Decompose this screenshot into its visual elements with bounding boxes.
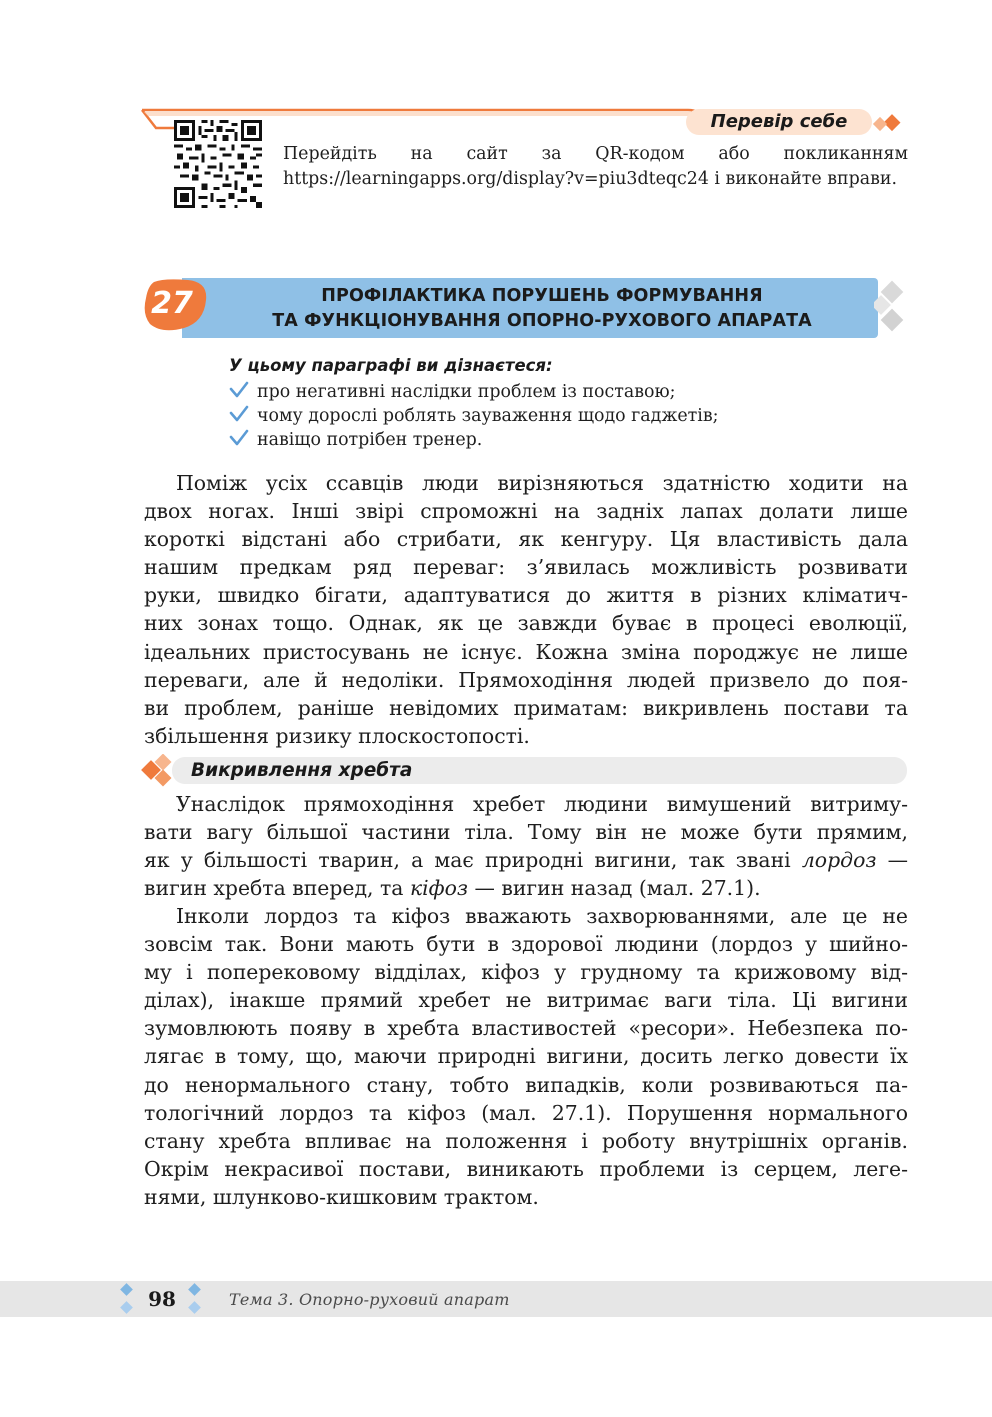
paragraph-line: двох ногах. Інші звірі спроможні на задніх лапах долати лише [144,499,908,524]
paragraph-line: Унаслідок прямоходіння хребет людини вимушений витриму- [176,792,908,816]
page-number: 98 [148,1287,176,1311]
text-run: — [876,848,908,873]
paragraph-line: Поміж усіх ссавців люди вирізняються здатністю ходити на [176,471,908,495]
paragraph-line: зовсім так. Вони мають бути в здорової людини (лордоз у шийно- [144,932,908,957]
text-run: — вигин назад (мал. 27.1). [468,876,761,901]
diamond-ornament-icon [874,278,910,340]
footer-topic: Тема 3. Опорно-руховий апарат [229,1290,510,1309]
paragraph-line: стану хребта впливає на положення і роботу внутрішніх органів. [144,1128,908,1153]
learn-item-text: про негативні наслідки проблем із поставою; [257,382,676,402]
learn-heading: У цьому параграфі ви дізнаєтеся: [229,356,553,375]
checkmark-icon [229,429,249,447]
diamond-ornament-icon [118,1282,136,1316]
learn-list-item [229,404,719,428]
check-yourself-badge: Перевір себе [686,109,872,135]
paragraph-line [144,874,908,902]
qr-code-icon[interactable] [174,120,262,208]
paragraph-line: переваги, але й недоліки. Прямоходіння людей призвело до поя- [144,667,908,692]
diamond-ornament-icon [186,1282,204,1316]
section-paragraph-2 [144,902,908,1211]
paragraph-line: Інколи лордоз та кіфоз вважають захворюваннями, але це не [176,904,908,928]
paragraph-line: короткі відстані або стрибати, як кенгуру. Ця властивість дала [144,527,908,552]
paragraph-line: збільшення ризику плоскостопості. [144,723,530,748]
section-title: Викривлення хребта [191,760,413,781]
paragraph-line: руки, швидко бігати, адаптуватися до життя в різних кліматич- [144,583,908,608]
section-paragraph-1 [144,790,908,902]
chapter-title-line-2: ТА ФУНКЦІОНУВАННЯ ОПОРНО-РУХОВОГО АПАРАТА [272,311,812,331]
paragraph-line: вати вагу більшої частини тіла. Тому він не може бути прямим, [144,820,908,845]
paragraph-line: нашим предкам ряд переваг: з’явилась можливість розвивати [144,555,908,580]
paragraph-line: тологічний лордоз та кіфоз (мал. 27.1). Порушення нормального [144,1100,908,1125]
chapter-title-line-1: ПРОФІЛАКТИКА ПОРУШЕНЬ ФОРМУВАННЯ [321,286,763,306]
paragraph-line: до ненормального стану, тобто випадків, коли розвиваються па- [144,1072,908,1097]
term-kyphosis: кіфоз [409,876,468,901]
paragraph-line: ділах), інакше прямий хребет не витримає ваги тіла. Ці вигини [144,988,908,1013]
learn-list-item [229,380,675,404]
learn-item-text: чому дорослі роблять зауваження щодо гаджетів; [257,406,719,426]
diamond-ornament-icon [140,754,184,788]
text-run: вигин хребта вперед, та [144,876,410,901]
check-yourself-instructions: Перейдіть на сайт за QR-кодом або покликанням https://learningapps.org/display?v=piu3dteqc24 і виконайте вправи. [283,144,908,189]
paragraph-line: ідеальних пристосувань не існує. Кожна зміна породжує не лише [144,639,908,664]
paragraph-line: них зонах тощо. Однак, як це завжди буває в процесі еволюції, [144,611,908,636]
intro-paragraph [144,469,908,750]
paragraph-line: Окрім некрасивої постави, виникають проблеми із серцем, леге- [144,1156,908,1181]
paragraph-line: зумовлюють появу в хребта властивостей «ресори». Небезпека по- [144,1016,908,1041]
checkmark-icon [229,381,249,399]
text-run: як у більшості тварин, а має природні вигини, так звані [144,848,802,873]
learn-list-item [229,428,482,452]
paragraph-line: лягає в тому, що, маючи природні вигини, досить легко довести їх [144,1044,908,1069]
paragraph-line: ви проблем, раніше невідомих приматам: викривлень постави та [144,695,908,720]
paragraph-line: нями, шлунково-кишковим трактом. [144,1184,539,1209]
term-lordosis: лордоз [801,848,877,873]
checkmark-icon [229,405,249,423]
learn-item-text: навіщо потрібен тренер. [257,430,483,450]
paragraph-line: му і поперековому відділах, кіфоз у грудному та крижовому від- [144,960,908,985]
paragraph-line [144,846,908,874]
chapter-number: 27 [151,286,193,321]
